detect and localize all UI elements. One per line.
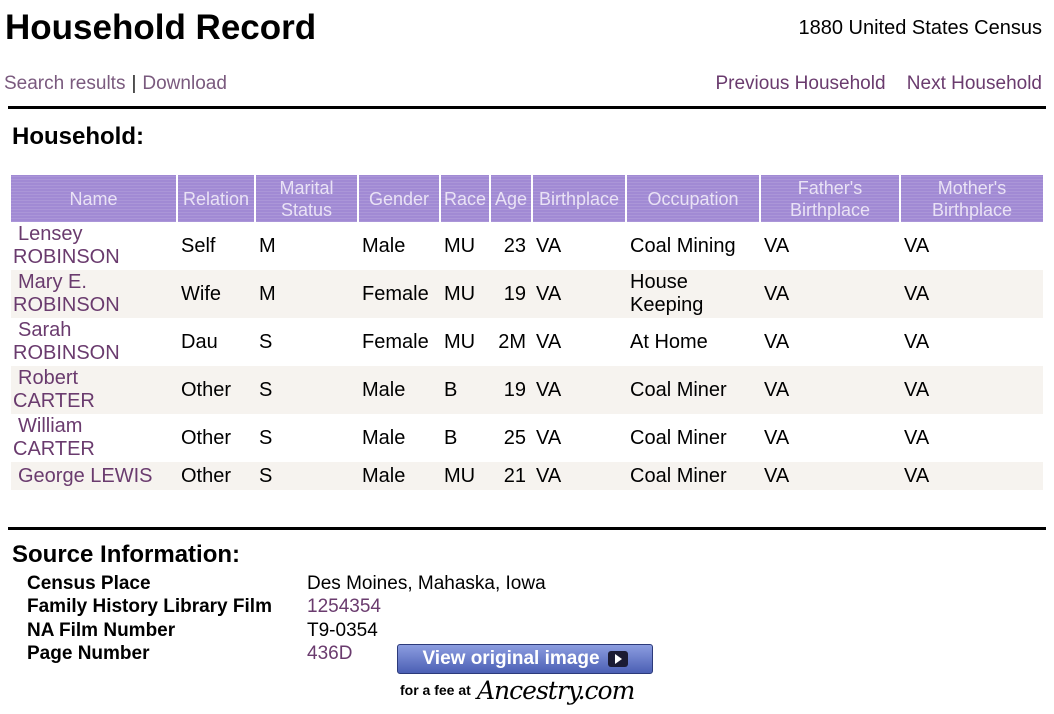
person-name-link[interactable] [11,222,177,270]
census-place-label: Census Place [27,572,151,594]
last-name: CARTER [13,390,95,412]
occupation-cell: Coal Miner [626,366,760,414]
source-heading: Source Information: [12,541,241,568]
top-divider [8,106,1046,109]
age-cell: 19 [490,270,532,318]
relation-cell: Wife [177,270,255,318]
page-number-link[interactable]: 436D [307,643,353,665]
film-number-link[interactable]: 1254354 [307,596,381,618]
page-number-label: Page Number [27,643,150,665]
column-header-birthplace: Birthplace [532,175,626,222]
nav-left [4,73,227,95]
ancestry-logo: Ancestry.com [477,676,635,705]
column-header-relation: Relation [177,175,255,222]
source-row [27,596,546,620]
occupation-cell: House Keeping [626,270,760,318]
gender-cell: Male [358,462,440,490]
page-title: Household Record [5,8,317,47]
person-name-link[interactable] [11,318,177,366]
table-row [11,270,1043,318]
column-header-race: Race [440,175,490,222]
birthplace-cell: VA [532,366,626,414]
occupation-cell: Coal Miner [626,462,760,490]
gender-cell: Male [362,234,406,257]
previous-household-link[interactable]: Previous Household [715,73,886,94]
marital-cell: S [255,366,358,414]
age-cell: 25 [503,426,526,449]
column-header-father-birthplace: Father's Birthplace [760,175,900,222]
arrow-right-icon [608,651,628,667]
fee-text: for a fee at [400,682,471,698]
gender-cell: Male [358,366,440,414]
last-name: CARTER [13,438,95,460]
marital-cell: M [255,270,358,318]
marital-cell: S [259,426,273,449]
table-row [11,222,1043,270]
last-name: ROBINSON [13,294,120,316]
relation-cell: Other [181,426,232,449]
marital-cell: S [255,462,358,490]
film-label: Family History Library Film [27,596,272,618]
household-heading: Household: [12,123,144,150]
birthplace-cell: VA [532,270,626,318]
mother-birthplace-cell: VA [904,426,930,449]
first-name: Lensey [18,223,83,245]
relation-cell: Other [177,366,255,414]
download-link[interactable]: Download [142,73,227,94]
mother-birthplace-cell: VA [900,366,1043,414]
father-birthplace-cell: VA [764,330,790,353]
census-place-value: Des Moines, Mahaska, Iowa [307,572,546,594]
last-name: ROBINSON [13,246,120,268]
father-birthplace-cell: VA [764,234,790,257]
next-household-link[interactable]: Next Household [906,73,1042,94]
mother-birthplace-cell: VA [900,270,1043,318]
age-cell: 19 [490,366,532,414]
column-header-name: Name [11,175,177,222]
birthplace-cell: VA [532,462,626,490]
table-header-row [11,175,1043,222]
first-name: George LEWIS [18,464,153,487]
first-name: Mary E. [18,271,87,293]
source-row [27,572,546,596]
nav-separator: | [131,73,137,94]
household-table [11,175,1043,490]
marital-cell: S [259,330,273,353]
table-row [11,366,1043,414]
table-row [11,318,1043,366]
father-birthplace-cell: VA [760,366,900,414]
na-film-label: NA Film Number [27,619,176,641]
person-name-link[interactable] [11,414,177,462]
marital-cell: M [259,234,276,257]
gender-cell: Female [362,330,429,353]
occupation-cell: Coal Mining [630,234,736,257]
na-film-value: T9-0354 [307,619,378,641]
view-original-image-button[interactable] [397,644,653,674]
age-cell: 21 [490,462,532,490]
age-cell: 2M [498,330,526,353]
race-cell: MU [444,330,476,353]
father-birthplace-cell: VA [764,426,790,449]
birthplace-cell: VA [536,234,562,257]
column-header-marital-status: Marital Status [255,175,358,222]
race-cell: MU [440,462,490,490]
father-birthplace-cell: VA [760,462,900,490]
race-cell: MU [440,270,490,318]
birthplace-cell: VA [536,426,562,449]
gender-cell: Female [358,270,440,318]
last-name: ROBINSON [13,342,120,364]
mother-birthplace-cell: VA [904,234,930,257]
table-row [11,414,1043,462]
father-birthplace-cell: VA [760,270,900,318]
census-name: 1880 United States Census [798,17,1042,39]
person-name-link[interactable] [11,270,177,318]
first-name: Sarah [18,319,72,341]
view-original-image-label: View original image [422,648,600,669]
nav-right [715,73,1042,95]
relation-cell: Self [181,234,216,257]
mother-birthplace-cell: VA [904,330,930,353]
race-cell: B [440,366,490,414]
first-name: William [18,415,83,437]
relation-cell: Dau [181,330,218,353]
occupation-cell: Coal Miner [630,426,727,449]
column-header-mother-birthplace: Mother's Birthplace [900,175,1043,222]
birthplace-cell: VA [536,330,562,353]
gender-cell: Male [362,426,406,449]
person-name-link[interactable] [11,366,177,414]
occupation-cell: At Home [630,330,708,353]
source-divider [8,527,1046,530]
table-row [11,462,1043,490]
source-row [27,619,546,643]
column-header-occupation: Occupation [626,175,760,222]
column-header-gender: Gender [358,175,440,222]
column-header-age: Age [490,175,532,222]
search-results-link[interactable]: Search results [4,73,126,94]
relation-cell: Other [177,462,255,490]
race-cell: MU [444,234,476,257]
race-cell: B [444,426,458,449]
person-name-link[interactable] [11,462,177,490]
age-cell: 23 [503,234,526,257]
mother-birthplace-cell: VA [900,462,1043,490]
first-name: Robert [18,367,79,389]
